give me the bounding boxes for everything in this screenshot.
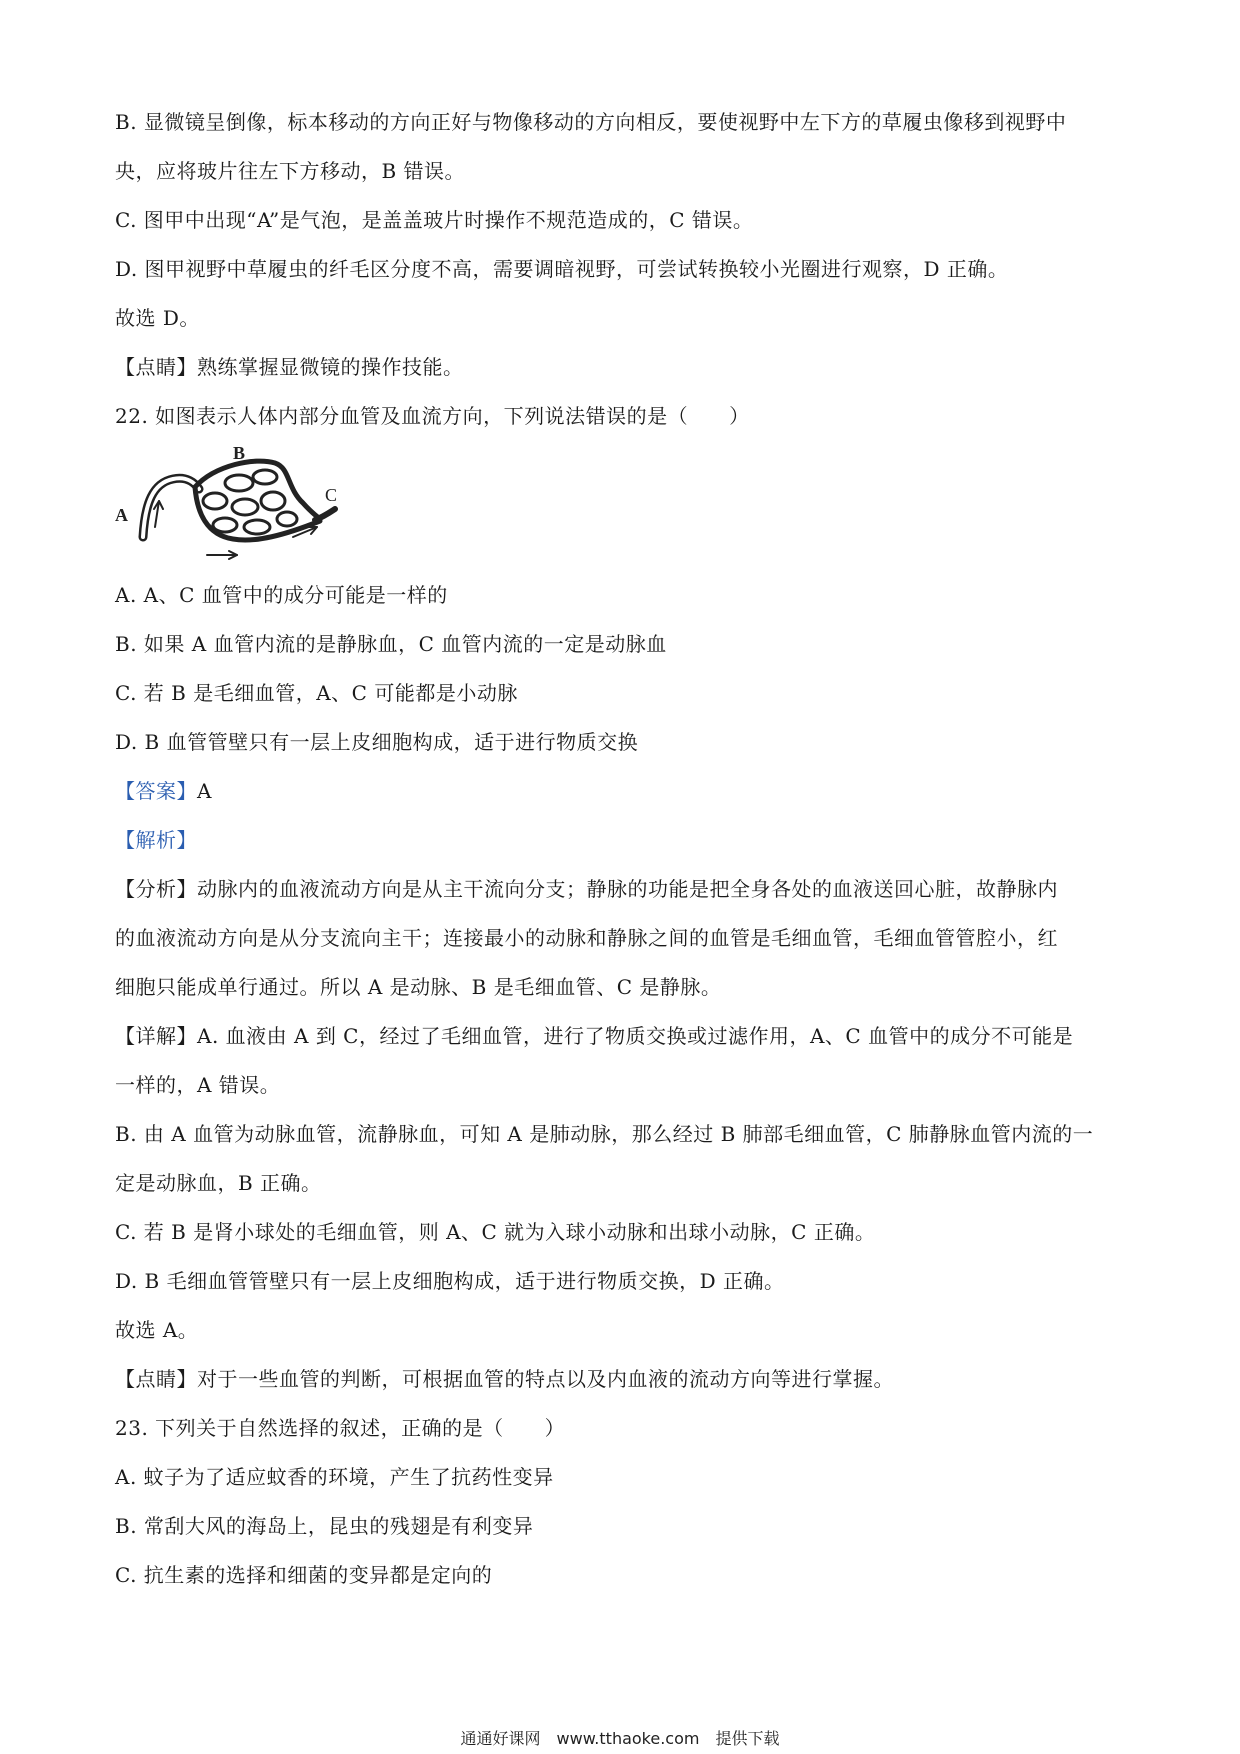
text-line: 的血液流动方向是从分支流向主干；连接最小的动脉和静脉之间的血管是毛细血管，毛细血管管腔小，红 bbox=[115, 926, 1058, 950]
option-a: A. 蚊子为了适应蚊香的环境，产生了抗药性变异 bbox=[115, 1465, 554, 1489]
option-b: B. 常刮大风的海岛上，昆虫的残翅是有利变异 bbox=[115, 1514, 534, 1538]
blood-vessel-figure bbox=[115, 443, 1130, 571]
text-line: 定是动脉血，B 正确。 bbox=[115, 1171, 322, 1195]
text-line: 细胞只能成单行通过。所以 A 是动脉、B 是毛细血管、C 是静脉。 bbox=[115, 975, 722, 999]
text-line: 【详解】A. 血液由 A 到 C，经过了毛细血管，进行了物质交换或过滤作用，A、C 血管中的成分不可能是 bbox=[115, 1024, 1074, 1048]
analysis-tag: 【解析】 bbox=[115, 828, 197, 852]
blood-vessel-diagram bbox=[115, 443, 345, 571]
text-line: 【分析】动脉内的血液流动方向是从主干流向分支；静脉的功能是把全身各处的血液送回心脏，故静脉内 bbox=[115, 877, 1058, 901]
text-line: C. 图甲中出现“A”是气泡，是盖盖玻片时操作不规范造成的，C 错误。 bbox=[115, 208, 754, 232]
label-a: A bbox=[115, 505, 128, 525]
document-page bbox=[115, 98, 1130, 1600]
text-line: 【点睛】对于一些血管的判断，可根据血管的特点以及内血液的流动方向等进行掌握。 bbox=[115, 1367, 894, 1391]
text-line: B. 显微镜呈倒像，标本移动的方向正好与物像移动的方向相反，要使视野中左下方的草履虫像移到视野中 bbox=[115, 110, 1067, 134]
answer-line bbox=[115, 767, 1130, 816]
option-c: C. 若 B 是毛细血管，A、C 可能都是小动脉 bbox=[115, 681, 518, 705]
answer-value: A bbox=[197, 779, 212, 803]
text-line: D. 图甲视野中草履虫的纤毛区分度不高，需要调暗视野，可尝试转换较小光圈进行观察，D 正确。 bbox=[115, 257, 1009, 281]
label-b: B bbox=[233, 443, 246, 463]
answer-tag: 【答案】 bbox=[115, 779, 197, 803]
text-line: 一样的，A 错误。 bbox=[115, 1073, 281, 1097]
text-line: 故选 D。 bbox=[115, 306, 200, 330]
page-footer: 通通好课网 www.tthaoke.com 提供下载 bbox=[460, 1729, 780, 1748]
option-b: B. 如果 A 血管内流的是静脉血，C 血管内流的一定是动脉血 bbox=[115, 632, 667, 656]
label-c: C bbox=[325, 485, 338, 505]
text-line: 故选 A。 bbox=[115, 1318, 199, 1342]
text-line: B. 由 A 血管为动脉血管，流静脉血，可知 A 是肺动脉，那么经过 B 肺部毛细血管，C 肺静脉血管内流的一 bbox=[115, 1122, 1094, 1146]
option-d: D. B 血管管壁只有一层上皮细胞构成，适于进行物质交换 bbox=[115, 730, 639, 754]
text-line: 【点睛】熟练掌握显微镜的操作技能。 bbox=[115, 355, 464, 379]
option-a: A. A、C 血管中的成分可能是一样的 bbox=[115, 583, 448, 607]
question-22-stem: 22. 如图表示人体内部分血管及血流方向，下列说法错误的是（ ） bbox=[115, 404, 750, 428]
option-c: C. 抗生素的选择和细菌的变异都是定向的 bbox=[115, 1563, 493, 1587]
question-23-stem: 23. 下列关于自然选择的叙述，正确的是（ ） bbox=[115, 1416, 566, 1440]
text-line: 央，应将玻片往左下方移动，B 错误。 bbox=[115, 159, 466, 183]
text-line: C. 若 B 是肾小球处的毛细血管，则 A、C 就为入球小动脉和出球小动脉，C 正确。 bbox=[115, 1220, 876, 1244]
text-line: D. B 毛细血管管壁只有一层上皮细胞构成，适于进行物质交换，D 正确。 bbox=[115, 1269, 785, 1293]
